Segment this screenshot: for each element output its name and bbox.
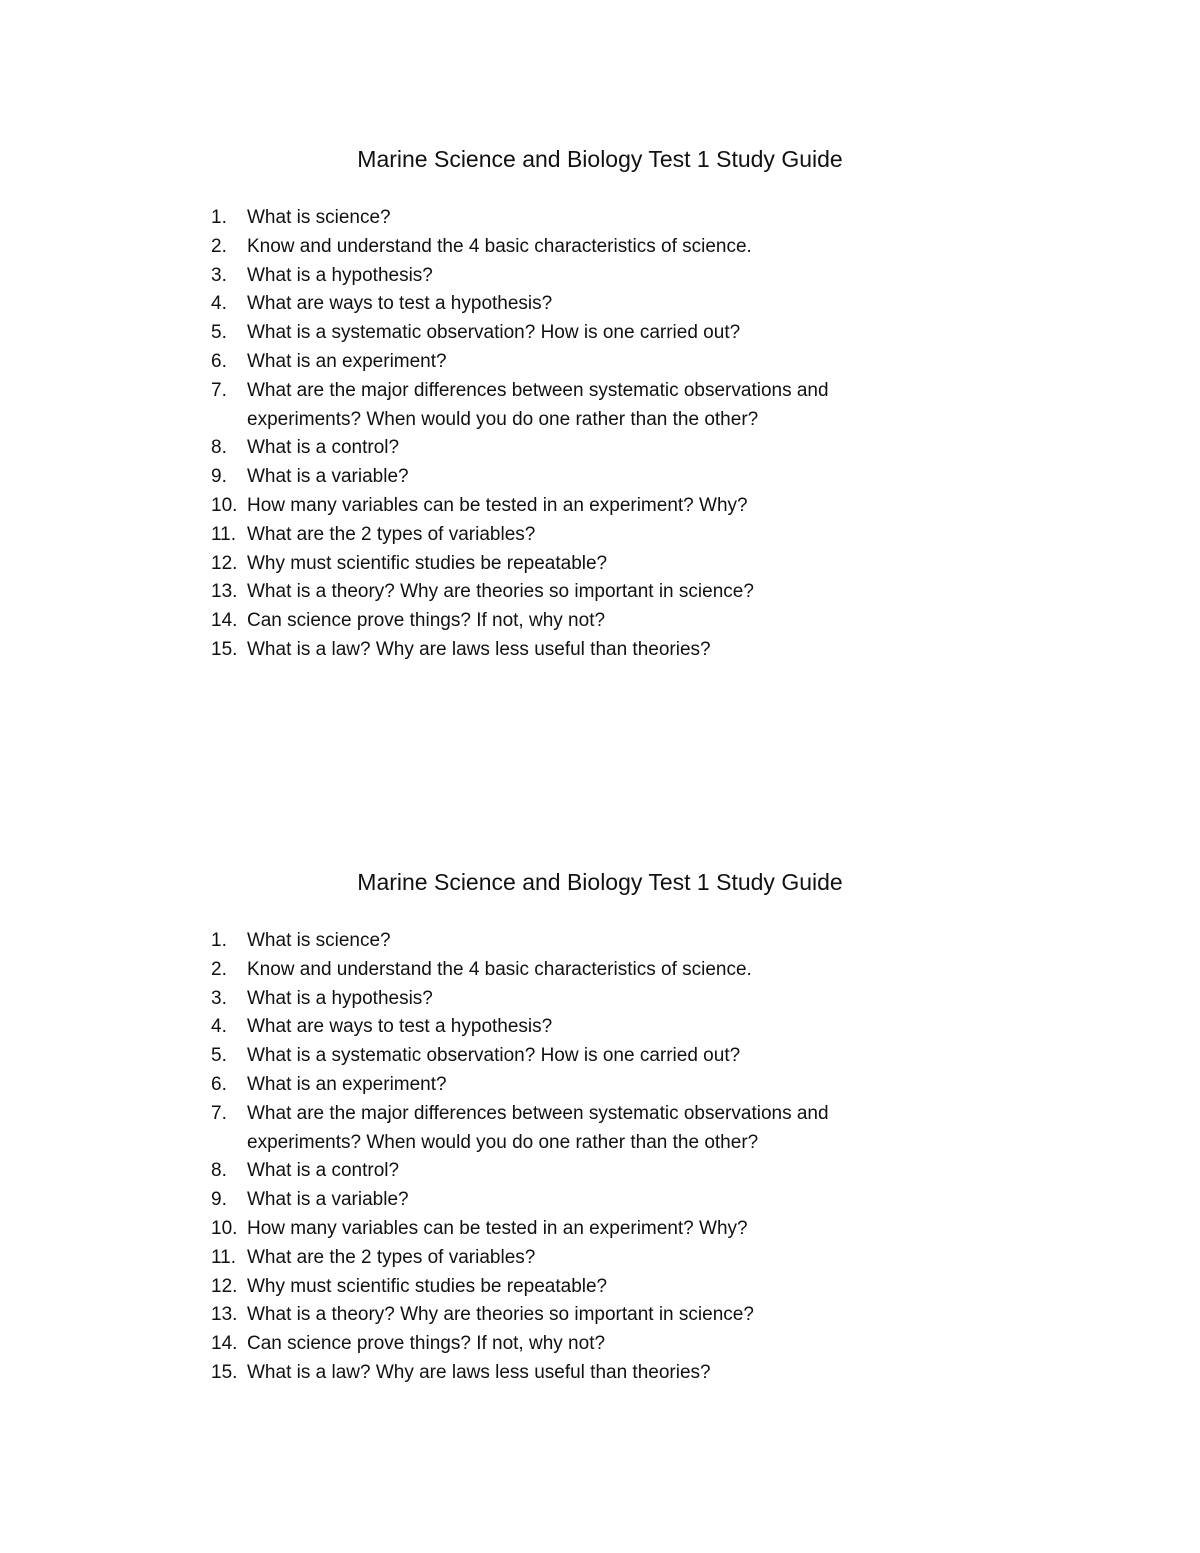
question-text: How many variables can be tested in an experiment? Why? [247, 1217, 748, 1239]
question-number: 7. [211, 1102, 227, 1124]
question-item [0, 1071, 927, 1100]
question-text: What is science? [247, 207, 391, 228]
question-number: 8. [211, 437, 227, 459]
question-item [0, 1157, 927, 1186]
question-number: 1. [211, 207, 227, 228]
question-number: 1. [211, 930, 227, 951]
question-item [0, 1215, 927, 1244]
question-text: What is a variable? [247, 466, 409, 488]
question-text: What is a variable? [247, 1189, 409, 1211]
question-text: What is an experiment? [247, 1073, 447, 1095]
question-item [0, 233, 927, 262]
question-text: Why must scientific studies be repeatable? [247, 1275, 608, 1297]
question-text: What is a control? [247, 1160, 400, 1182]
question-number: 12. [211, 1275, 238, 1297]
question-number: 6. [211, 350, 227, 372]
question-number: 11. [211, 523, 237, 545]
question-text: What are ways to test a hypothesis? [247, 293, 553, 315]
question-item [0, 985, 927, 1014]
question-text: What is a law? Why are laws less useful than theories? [247, 1361, 711, 1383]
question-item [0, 434, 927, 463]
question-number: 5. [211, 1045, 227, 1067]
question-item [0, 521, 927, 550]
guide-title: Marine Science and Biology Test 1 Study Guide [357, 869, 843, 895]
question-number: 7. [211, 379, 227, 401]
question-number: 6. [211, 1073, 227, 1095]
question-item [0, 319, 927, 348]
question-number: 3. [211, 264, 227, 286]
question-text: Know and understand the 4 basic characteristics of science. [247, 235, 752, 257]
question-item [0, 1042, 927, 1071]
question-number: 15. [211, 1361, 238, 1383]
question-text: What are the 2 types of variables? [247, 523, 536, 545]
question-text: What is a law? Why are laws less useful than theories? [247, 638, 711, 660]
question-number: 9. [211, 1189, 227, 1211]
question-text: What is science? [247, 930, 391, 951]
question-number: 4. [211, 293, 227, 315]
question-text: What is a systematic observation? How is one carried out? [247, 1045, 741, 1067]
question-text: Can science prove things? If not, why not? [247, 1333, 606, 1355]
guide-title: Marine Science and Biology Test 1 Study Guide [357, 146, 843, 172]
question-text: What are the major differences between systematic observations and experiments? When would you do one rather than the other? [247, 1102, 829, 1153]
question-item [0, 956, 927, 985]
study-guide-bottom [0, 867, 1200, 1383]
question-number: 2. [211, 958, 227, 980]
question-number: 14. [211, 1333, 238, 1355]
question-number: 9. [211, 466, 227, 488]
question-item [0, 377, 927, 435]
question-text: Know and understand the 4 basic characteristics of science. [247, 958, 752, 980]
question-text: What is a systematic observation? How is one carried out? [247, 322, 741, 344]
question-item [0, 262, 927, 291]
question-item [0, 1301, 927, 1330]
question-number: 10. [211, 494, 238, 516]
question-item [0, 550, 927, 579]
question-number: 4. [211, 1016, 227, 1038]
question-item [0, 1013, 927, 1042]
question-text: What is a hypothesis? [247, 987, 433, 1009]
question-item [0, 1186, 927, 1215]
question-item [0, 463, 927, 492]
question-item [0, 290, 927, 319]
question-item [0, 1244, 927, 1273]
question-item [0, 492, 927, 521]
question-text: Can science prove things? If not, why not? [247, 610, 606, 632]
question-number: 2. [211, 235, 227, 257]
question-number: 11. [211, 1246, 237, 1268]
question-number: 13. [211, 1304, 238, 1326]
question-item [0, 636, 927, 665]
question-list [0, 927, 1200, 1388]
question-item [0, 1100, 927, 1158]
study-guide-top [0, 144, 1200, 660]
question-text: Why must scientific studies be repeatable? [247, 552, 608, 574]
question-text: What is a theory? Why are theories so important in science? [247, 581, 754, 603]
question-item [0, 578, 927, 607]
question-item [0, 204, 927, 233]
question-number: 15. [211, 638, 238, 660]
question-text: What is a hypothesis? [247, 264, 433, 286]
question-number: 5. [211, 322, 227, 344]
question-item [0, 1330, 927, 1359]
question-number: 14. [211, 610, 238, 632]
question-number: 13. [211, 581, 238, 603]
question-number: 12. [211, 552, 238, 574]
question-item [0, 927, 927, 956]
question-text: What are the 2 types of variables? [247, 1246, 536, 1268]
question-text: What is an experiment? [247, 350, 447, 372]
question-number: 8. [211, 1160, 227, 1182]
question-item [0, 607, 927, 636]
question-item [0, 348, 927, 377]
question-text: What is a theory? Why are theories so important in science? [247, 1304, 754, 1326]
question-number: 10. [211, 1217, 238, 1239]
question-text: What is a control? [247, 437, 400, 459]
question-item [0, 1273, 927, 1302]
question-text: What are ways to test a hypothesis? [247, 1016, 553, 1038]
question-text: How many variables can be tested in an experiment? Why? [247, 494, 748, 516]
question-number: 3. [211, 987, 227, 1009]
question-list [0, 204, 1200, 665]
question-text: What are the major differences between systematic observations and experiments? When would you do one rather than the other? [247, 379, 829, 430]
question-item [0, 1359, 927, 1388]
